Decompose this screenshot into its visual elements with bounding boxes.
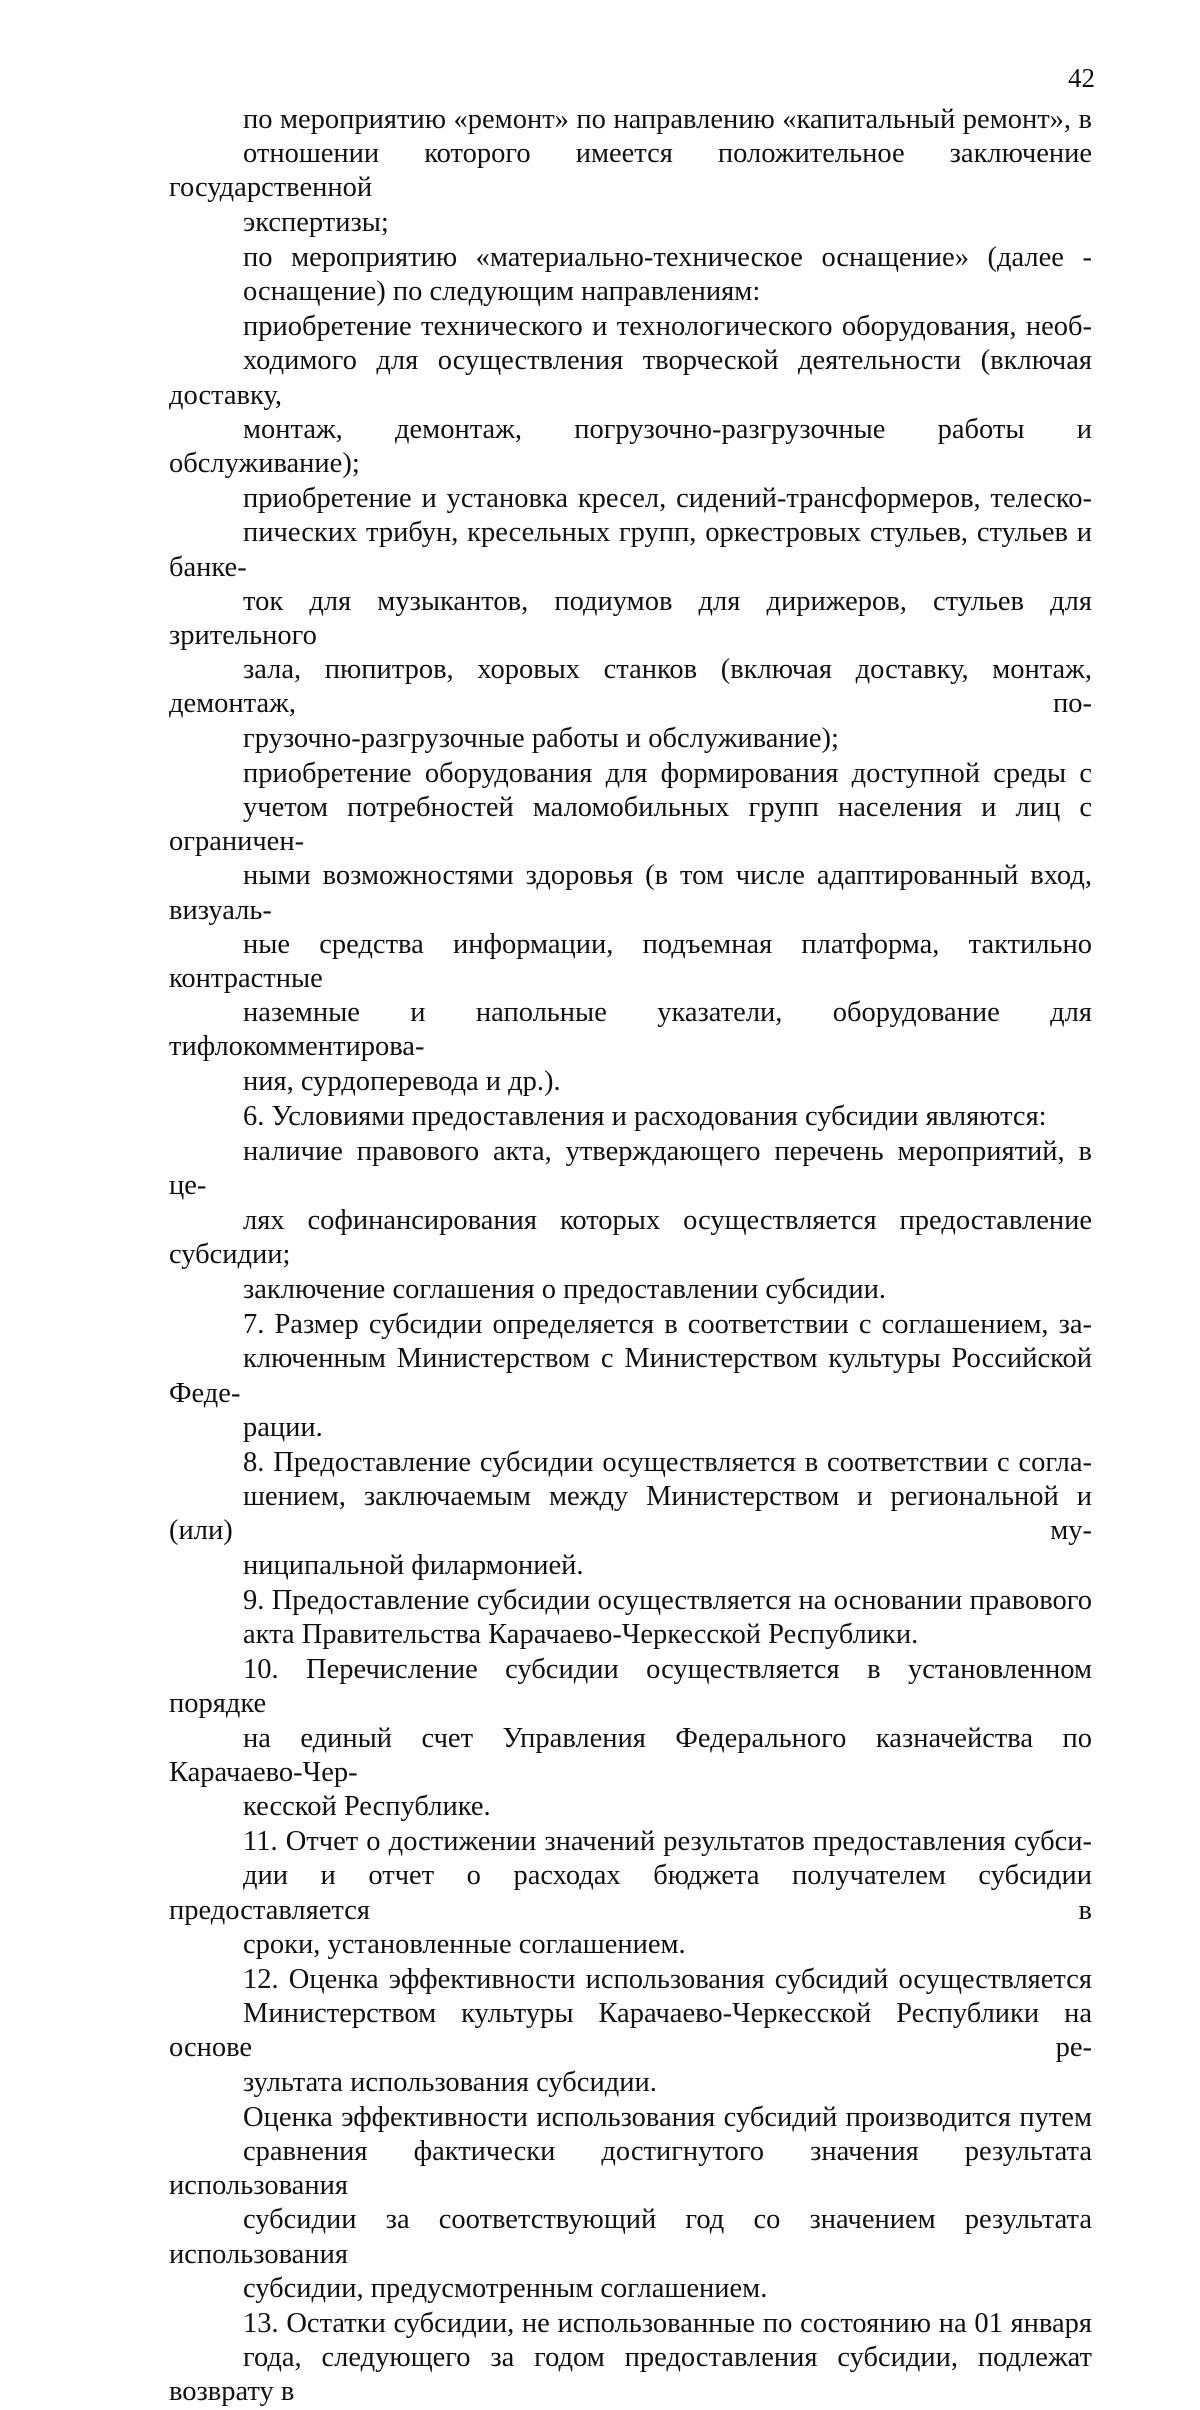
text-line: дии и отчет о расходах бюджета получателем субсидии предоставляется в [169,1860,1092,1926]
text-line: заключение соглашения о предоставлении субсидии. [243,1273,887,1305]
text-line: Оценка эффективности использования субсидий производится путем [243,2101,1092,2133]
text-line: года, следующего за годом предоставления субсидии, подлежат возврату в [169,2342,1092,2408]
paragraph [169,1446,1092,1583]
text-line: сроки, установленные соглашением. [243,1928,686,1960]
text-line: 13. Остатки субсидии, не использованные по состоянию на 01 января [243,2308,1092,2339]
text-line: рации. [243,1411,323,1443]
text-line: приобретение оборудования для формирования доступной среды с [243,757,1092,789]
paragraph [169,103,1092,240]
text-line: грузочно-разгрузочные работы и обслуживание); [243,722,839,754]
paragraph [169,1963,1092,2100]
text-line: экспертизы; [243,206,389,238]
paragraph [169,757,1092,1099]
paragraph [169,2101,1092,2306]
paragraph [169,1273,1092,1307]
paragraph [169,1653,1092,1824]
text-line: ходимого для осуществления творческой деятельности (включая доставку, [169,345,1092,411]
paragraph [169,482,1092,756]
paragraph [169,1100,1092,1134]
text-line: пических трибун, кресельных групп, оркестровых стульев, стульев и банке- [169,517,1092,583]
text-line: монтаж, демонтаж, погрузочно-разгрузочные работы и обслуживание); [169,413,1092,480]
text-line: 12. Оценка эффективности использования субсидий осуществляется [243,1963,1092,1995]
page-number: 42 [1068,63,1095,93]
paragraph [169,1584,1092,1652]
text-line: лях софинансирования которых осуществляется предоставление субсидии; [169,1204,1092,1270]
text-line: ные средства информации, подъемная платформа, тактильно контрастные [169,928,1092,995]
paragraph [169,2307,1092,2410]
text-line: по мероприятию «материально-техническое оснащение» (далее - [243,241,1092,273]
text-line: субсидии, предусмотренным соглашением. [243,2272,768,2304]
text-line: 6. Условиями предоставления и расходования субсидии являются: [243,1100,1047,1132]
text-line: сравнения фактически достигнутого значения результата использования [169,2135,1092,2202]
text-line: ток для музыкантов, подиумов для дирижеров, стульев для зрительного [169,585,1092,652]
text-line: субсидии за соответствующий год со значением результата использования [169,2204,1092,2270]
paragraph [169,1135,1092,1272]
text-line: отношении которого имеется положительное заключение государственной [169,138,1092,204]
document-body [169,103,1092,2410]
text-line: ными возможностями здоровья (в том числе адаптированный вход, визуаль- [169,860,1092,926]
text-line: 11. Отчет о достижении значений результатов предоставления субси- [243,1826,1092,1858]
text-line: Министерством культуры Карачаево-Черкесской Республики на основе ре- [169,1998,1092,2064]
text-line: ключенным Министерством с Министерством культуры Российской Феде- [169,1343,1092,1409]
text-line: наземные и напольные указатели, оборудование для тифлокомментирова- [169,997,1092,1063]
paragraph [169,1825,1092,1962]
text-line: зультата использования субсидии. [243,2066,657,2098]
text-line: 8. Предоставление субсидии осуществляется в соответствии с согла- [243,1446,1092,1478]
text-line: ния, сурдоперевода и др.). [243,1065,561,1097]
text-line: на единый счет Управления Федерального казначейства по Карачаево-Чер- [169,1722,1092,1788]
text-line: 7. Размер субсидии определяется в соответствии с соглашением, за- [243,1309,1092,1341]
text-line: 10. Перечисление субсидии осуществляется в установленном порядке [169,1654,1092,1720]
text-line: наличие правового акта, утверждающего перечень мероприятий, в це- [169,1136,1092,1202]
paragraph [169,1308,1092,1445]
text-line: шением, заключаемым между Министерством и региональной и (или) му- [169,1481,1092,1547]
text-line: зала, пюпитров, хоровых станков (включая доставку, монтаж, демонтаж, по- [169,654,1092,720]
text-line: приобретение и установка кресел, сидений-трансформеров, телеско- [243,483,1092,515]
text-line: по мероприятию «ремонт» по направлению «капитальный ремонт», в [243,104,1092,135]
paragraph [169,310,1092,481]
paragraph [169,241,1092,309]
text-line: ниципальной филармонией. [243,1549,584,1581]
text-line: приобретение технического и технологического оборудования, необ- [243,311,1092,343]
text-line: акта Правительства Карачаево-Черкесской Республики. [243,1618,919,1650]
text-line: 9. Предоставление субсидии осуществляется на основании правового [243,1584,1092,1616]
text-line: оснащение) по следующим направлениям: [243,276,761,308]
text-line: кесской Республике. [243,1790,491,1822]
text-line: учетом потребностей маломобильных групп населения и лиц с ограничен- [169,792,1092,858]
